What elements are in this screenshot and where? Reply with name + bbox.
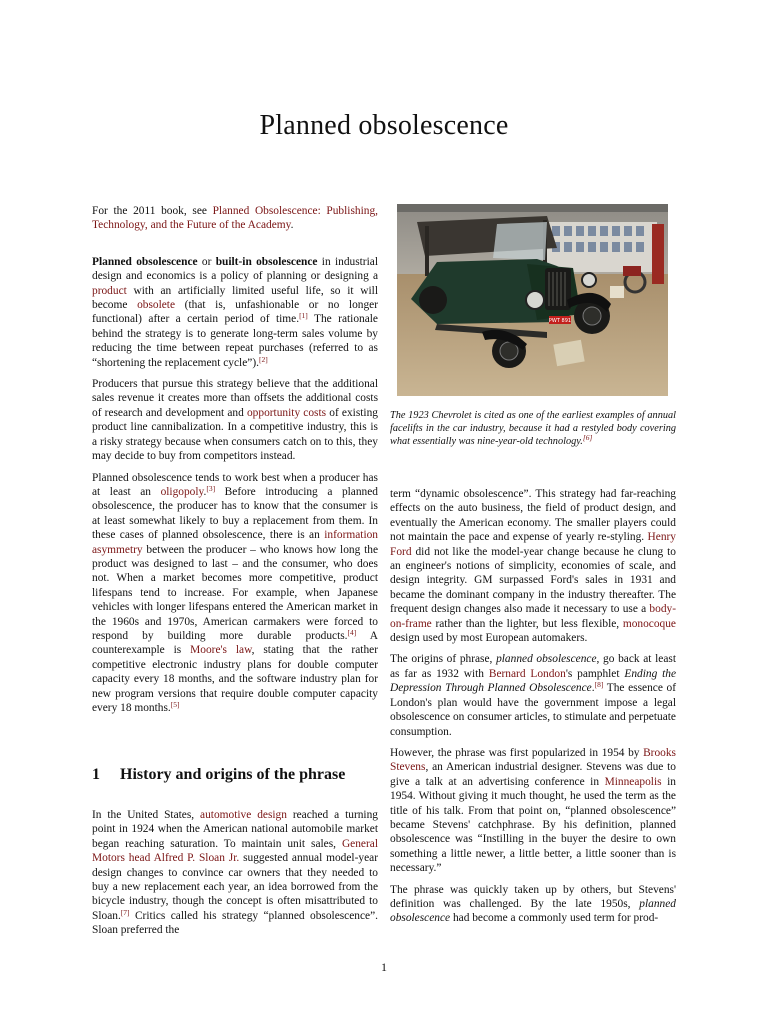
- section-title: History and origins of the phrase: [120, 766, 346, 783]
- figure-photo-chevrolet-1923[interactable]: [397, 204, 668, 396]
- link-henry-ford[interactable]: Henry Ford: [390, 531, 676, 558]
- right-paragraph-4: The phrase was quickly taken up by others, but Stevens' definition was challenged. By the late 1950s, planned obsolescence had become a commonly used term for prod-: [390, 883, 676, 925]
- lead-paragraph-3: Planned obsolescence tends to work best when a producer has at least an oligopoly.[3] Before introducing a planned obsolescence, the producer has to know that the consumer is at least somewhat likely to buy a replacement from them. In these cases of planned obsolescence, there is an information asymmetry between the producer – who knows how long the product was designed to last – and the consumer, who does not. When a market becomes more competitive, product lifespans tend to increase. For example, when Japanese vehicles with longer lifespans entered the American market in the 1960s and 1970s, American carmakers were forced to respond by building more durable products.[4] A counterexample is Moore's law, stating that the rather competitive electronic industry plans for double computer capacity every 18 months, and the software industry plan for new program versions that require double computer capacity every 18 months.[5]: [92, 471, 379, 714]
- link-monocoque[interactable]: monocoque: [622, 617, 676, 630]
- figure-caption: The 1923 Chevrolet is cited as one of the earliest examples of annual facelifts in the car industry, because it had a restyled body covering what essentially was nine-year-old technology.[6]: [390, 410, 676, 447]
- hatnote-link[interactable]: Planned Obsolescence: Publishing, Technology, and the Future of the Academy: [92, 205, 378, 232]
- link-body-on-frame[interactable]: body-on-frame: [390, 603, 676, 630]
- history-column: [92, 808, 378, 938]
- link-moores-law[interactable]: Moore's law: [190, 644, 252, 657]
- link-oligopoly[interactable]: oligopoly: [160, 485, 204, 498]
- right-paragraph-3: However, the phrase was first popularized in 1954 by Brooks Stevens, an American industrial designer. Stevens was due to give a talk at an advertising conference in Minneapolis in 1954. Without giving it much thought, he used the term as the title of his talk. From that point on, “planned obsolescence” became Stevens' catchphrase. By his definition, planned obsolescence was “Instilling in the buyer the desire to own something a little newer, a little better, a little sooner than is necessary.”: [390, 746, 676, 875]
- link-obsolete[interactable]: obsolete: [137, 299, 176, 312]
- right-paragraph-2: The origins of phrase, planned obsolescence, go back at least as far as 1932 with Bernard London's pamphlet Ending the Depression Through Planned Obsolescence.[8] The essence of London's plan would have the government impose a legal obsolescence on consumer articles, to stimulate and perpetuate consumption.: [390, 653, 677, 738]
- ref-1[interactable]: [1]: [299, 311, 308, 321]
- right-column: [390, 487, 676, 926]
- license-plate-text: PWT 891: [548, 318, 572, 324]
- right-paragraph-1: term “dynamic obsolescence”. This strategy had far-reaching effects on the auto business, the field of product design, and eventually the American economy. The smaller players could not maintain the pace and expense of yearly re-styling. Henry Ford did not like the model-year change because he clung to an engineer's notions of simplicity, economies of scale, and design integrity. GM surpassed Ford's sales in 1931 and became the dominant company in the industry thereafter. The frequent design changes also made it necessary to use a body-on-frame rather than the lighter, but less flexible, monocoque design used by most European automakers.: [390, 488, 676, 645]
- link-automotive-design[interactable]: automotive design: [200, 809, 287, 821]
- link-opportunity-costs[interactable]: opportunity costs: [246, 406, 327, 419]
- link-bernard-london[interactable]: Bernard London: [488, 667, 566, 680]
- ref-5[interactable]: [5]: [170, 700, 180, 709]
- ref-3[interactable]: [3]: [206, 483, 216, 493]
- page-title: Planned obsolescence: [259, 110, 509, 141]
- link-head[interactable]: head: [128, 852, 151, 865]
- history-paragraph-1: In the United States, automotive design reached a turning point in 1924 when the American national automobile market began reaching saturation. To maintain unit sales, General Motors head Alfred P. Sloan Jr. suggested annual model-year design changes to convince car owners that they needed to buy a new replacement each year, an idea borrowed from the bicycle industry, though the concept is often misattributed to Sloan.[7] Critics called his strategy “planned obsolescence”. Sloan preferred the: [92, 809, 378, 937]
- left-column: [92, 204, 378, 715]
- car-illustration: [397, 204, 668, 396]
- page-number: 1: [381, 960, 387, 974]
- ref-7[interactable]: [7]: [120, 907, 130, 917]
- ref-2[interactable]: [2]: [258, 354, 268, 364]
- section-heading: [92, 766, 345, 784]
- ref-4[interactable]: [4]: [347, 627, 357, 637]
- ref-6[interactable]: [6]: [582, 433, 593, 442]
- hatnote: For the 2011 book, see Planned Obsolescence: Publishing, Technology, and the Future of the Academy.: [92, 205, 378, 232]
- link-product[interactable]: product: [92, 284, 127, 297]
- link-general-motors[interactable]: General Motors: [92, 837, 378, 865]
- link-minneapolis[interactable]: Minneapolis: [604, 775, 662, 788]
- ref-8[interactable]: [8]: [594, 680, 604, 690]
- lead-paragraph-2: Producers that pursue this strategy believe that the additional sales revenue it creates more than offsets the additional costs of research and development and opportunity costs of existing product line cannibalization. In a competitive industry, this is a risky strategy because when consumers catch on to this, they may decide to buy from competitors instead.: [92, 378, 378, 463]
- lead-paragraph-1: Planned obsolescence or built-in obsolescence in industrial design and economics is a policy of planning or designing a product with an artificially limited useful life, so it will become obsolete (that is, unfashionable or no longer functional) after a certain period of time.[1] The rationale behind the strategy is to generate long-term sales volume by reducing the time between repeat purchases (referred to as “shortening the replacement cycle”).[2]: [92, 255, 379, 369]
- section-number: 1: [92, 766, 100, 783]
- link-brooks-stevens[interactable]: Brooks Stevens: [390, 746, 676, 774]
- link-alfred-sloan[interactable]: Alfred P. Sloan Jr.: [153, 852, 240, 865]
- link-information-asymmetry[interactable]: information asymmetry: [92, 529, 378, 556]
